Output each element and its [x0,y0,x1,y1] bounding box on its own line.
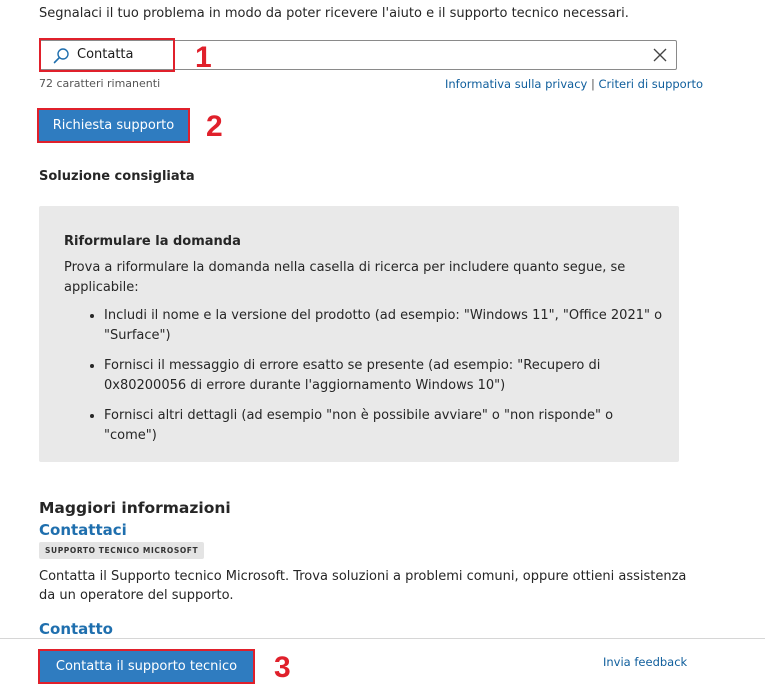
annotation-number-2: 2 [206,110,223,143]
intro-text: Segnalaci il tuo problema in modo da poter ricevere l'aiuto e il supporto tecnico necessari. [39,6,629,21]
support-links [445,77,703,91]
status-badge: SUPPORTO TECNICO MICROSOFT [39,542,204,559]
contact-us-link[interactable]: Contattaci [39,521,127,539]
contact-support-button[interactable]: Contatta il supporto tecnico [38,649,255,684]
list-item: • Includi il nome e la versione del prodotto (ad esempio: "Windows 11", "Office 2021" o "Surface") [104,306,664,346]
char-count: 72 caratteri rimanenti [39,77,161,90]
tips-list [64,306,664,456]
link-separator: | [591,77,595,91]
annotation-number-3: 3 [274,651,291,684]
search-value: Contatta [77,47,134,62]
footer-divider [0,638,765,639]
list-item: • Fornisci altri dettagli (ad esempio "non è possibile avviare" o "non risponde" o "come") [104,406,664,446]
request-support-button[interactable]: Richiesta supporto [37,108,190,143]
highlight-box-search [39,38,175,72]
criteria-link[interactable]: Criteri di supporto [598,77,703,91]
more-info-heading: Maggiori informazioni [39,499,231,517]
privacy-link[interactable]: Informativa sulla privacy [445,77,588,91]
contact-link[interactable]: Contatto [39,620,113,638]
panel-text: Prova a riformulare la domanda nella casella di ricerca per includere quanto segue, se applicabile: [64,260,626,295]
annotation-number-1: 1 [195,41,212,74]
panel-title: Riformulare la domanda [64,234,241,249]
close-icon[interactable] [653,48,667,62]
send-feedback-link[interactable]: Invia feedback [603,655,688,669]
recommended-heading: Soluzione consigliata [39,169,195,184]
list-item: • Fornisci il messaggio di errore esatto se presente (ad esempio: "Recupero di 0x80200056 di errore durante l'aggiornamento Windows 10") [104,356,664,396]
contact-description: Contatta il Supporto tecnico Microsoft. Trova soluzioni a problemi comuni, oppure ottieni assistenza da un operatore del supporto. [39,569,687,603]
recommendation-panel [39,206,679,462]
